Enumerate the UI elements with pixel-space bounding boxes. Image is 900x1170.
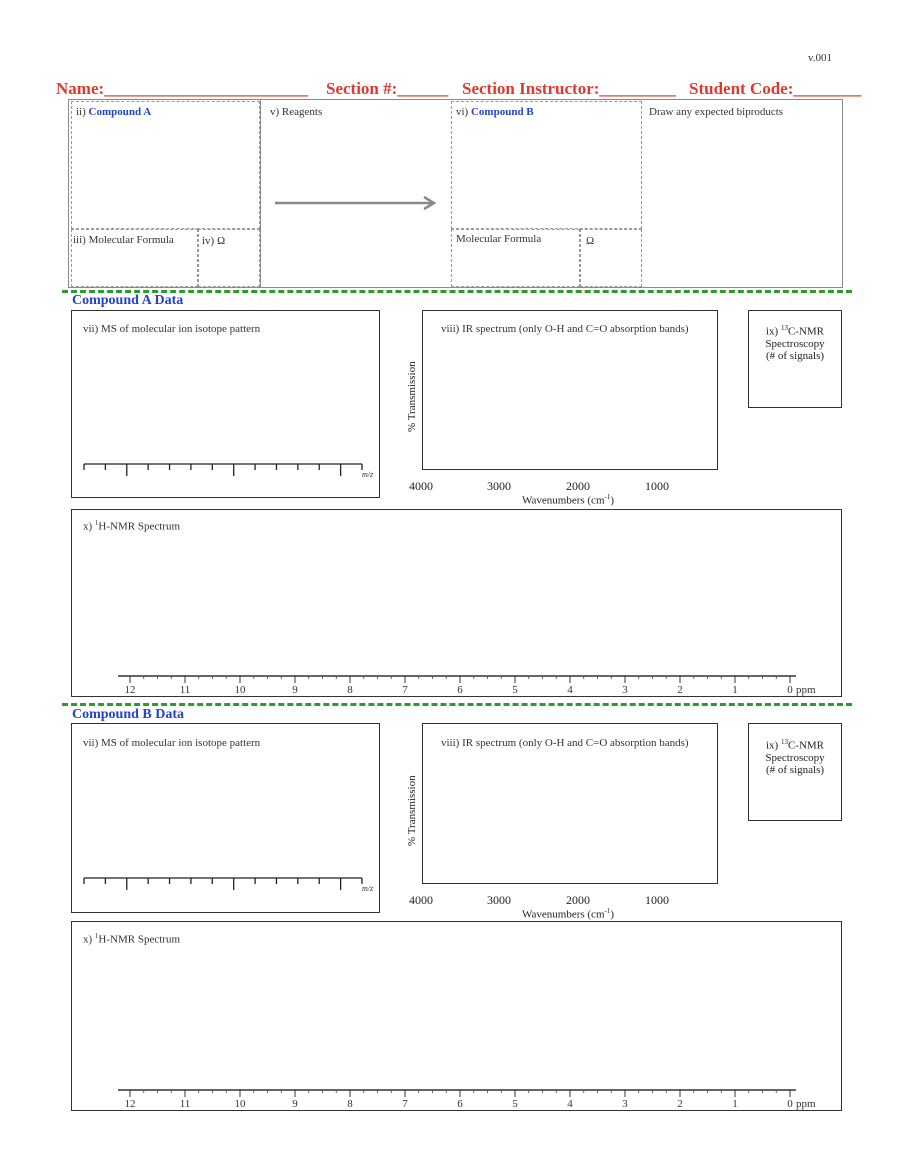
ir-a-ylabel: % Transmission bbox=[406, 361, 418, 432]
ir-b-tick-3000: 3000 bbox=[487, 893, 511, 907]
ir-b-tick-4000: 4000 bbox=[409, 893, 433, 907]
nmr-tick-label: 0 bbox=[787, 684, 793, 696]
nmr-tick-label: 6 bbox=[457, 1098, 463, 1110]
nmr-tick-label: 11 bbox=[179, 1098, 191, 1110]
nmr-tick-label: 4 bbox=[567, 1098, 573, 1110]
nmr-tick-label: 3 bbox=[622, 1098, 628, 1110]
ir-a-tick-1000: 1000 bbox=[645, 479, 669, 493]
nmr-tick-label: 9 bbox=[292, 684, 298, 696]
version-label: v.001 bbox=[808, 52, 833, 64]
omega-a-label: iv) Ω bbox=[202, 235, 226, 247]
nmr-tick-label: 8 bbox=[347, 1098, 353, 1110]
nmr-tick-label: 2 bbox=[677, 1098, 683, 1110]
ir-a-tick-4000: 4000 bbox=[409, 479, 433, 493]
nmr-tick-label: 11 bbox=[179, 684, 191, 696]
section-field[interactable]: Section #:______ bbox=[326, 79, 449, 98]
ms-a-axis-label: m/z bbox=[362, 470, 374, 479]
reagents-divider-left bbox=[260, 100, 261, 287]
nmr-tick-label: 10 bbox=[234, 1098, 246, 1110]
h1nmr-b-axis bbox=[118, 1088, 838, 1112]
nmr-tick-label: 4 bbox=[567, 684, 573, 696]
c13-a-label: ix) $^{13}$C-NMR Spectroscopy (# of signals) bbox=[765, 324, 825, 362]
nmr-tick-label: 6 bbox=[457, 684, 463, 696]
ir-b-tick-1000: 1000 bbox=[645, 893, 669, 907]
compound-a-label: ii) Compound A bbox=[76, 106, 152, 118]
section-b-divider bbox=[62, 703, 852, 706]
biproducts-label: Draw any expected biproducts bbox=[649, 106, 784, 118]
ir-a-xlabel: Wavenumbers $(cm^{-1})$ bbox=[522, 493, 615, 507]
ms-a-label: vii) MS of molecular ion isotope pattern bbox=[83, 323, 261, 335]
compound-b-draw-area[interactable] bbox=[451, 101, 642, 229]
c13-b-label: ix) $^{13}$C-NMR Spectroscopy (# of signals) bbox=[765, 738, 825, 776]
h1nmr-a-box[interactable] bbox=[71, 509, 842, 697]
h1nmr-b-label: x) $^1$H-NMR Spectrum bbox=[83, 932, 180, 946]
section-a-title: Compound A Data bbox=[72, 293, 184, 308]
nmr-unit-label: ppm bbox=[796, 684, 816, 696]
section-b-title: Compound B Data bbox=[72, 707, 185, 722]
nmr-tick-label: 0 bbox=[787, 1098, 793, 1110]
nmr-tick-label: 10 bbox=[234, 684, 246, 696]
nmr-tick-label: 7 bbox=[402, 684, 408, 696]
student-code-field[interactable]: Student Code:________ bbox=[689, 79, 862, 98]
compound-a-draw-area[interactable] bbox=[71, 101, 260, 229]
h1nmr-a-axis bbox=[118, 674, 838, 698]
compound-b-label: vi) Compound B bbox=[456, 106, 534, 118]
mol-formula-b-label: Molecular Formula bbox=[456, 233, 542, 245]
name-field[interactable]: Name:________________________ bbox=[56, 79, 309, 98]
ir-b-ylabel: % Transmission bbox=[406, 775, 418, 846]
ms-b-axis bbox=[84, 874, 374, 896]
instructor-field[interactable]: Section Instructor:_________ bbox=[462, 79, 676, 98]
ms-b-label: vii) MS of molecular ion isotope pattern bbox=[83, 737, 261, 749]
nmr-tick-label: 12 bbox=[124, 684, 136, 696]
omega-b-label: Ω bbox=[586, 235, 595, 247]
nmr-tick-label: 5 bbox=[512, 684, 518, 696]
ir-b-tick-2000: 2000 bbox=[566, 893, 590, 907]
ir-a-tick-2000: 2000 bbox=[566, 479, 590, 493]
ir-a-label: viii) IR spectrum (only O-H and C=O absorption bands) bbox=[441, 323, 689, 335]
nmr-tick-label: 5 bbox=[512, 1098, 518, 1110]
ms-b-axis-label: m/z bbox=[362, 884, 374, 893]
ir-a-tick-3000: 3000 bbox=[487, 479, 511, 493]
nmr-tick-label: 9 bbox=[292, 1098, 298, 1110]
nmr-tick-label: 7 bbox=[402, 1098, 408, 1110]
nmr-tick-label: 8 bbox=[347, 684, 353, 696]
ir-b-label: viii) IR spectrum (only O-H and C=O absorption bands) bbox=[441, 737, 689, 749]
mol-formula-a-label: iii) Molecular Formula bbox=[73, 234, 174, 246]
nmr-tick-label: 3 bbox=[622, 684, 628, 696]
reagents-label: v) Reagents bbox=[270, 106, 323, 118]
h1nmr-b-box[interactable] bbox=[71, 921, 842, 1111]
ms-a-axis bbox=[84, 460, 374, 482]
nmr-tick-label: 2 bbox=[677, 684, 683, 696]
h1nmr-a-label: x) $^1$H-NMR Spectrum bbox=[83, 519, 180, 533]
nmr-tick-label: 12 bbox=[124, 1098, 136, 1110]
nmr-tick-label: 1 bbox=[732, 684, 738, 696]
nmr-unit-label: ppm bbox=[796, 1098, 816, 1110]
nmr-tick-label: 1 bbox=[732, 1098, 738, 1110]
reaction-arrow-icon bbox=[275, 195, 440, 211]
ir-b-xlabel: Wavenumbers $(cm^{-1})$ bbox=[522, 907, 615, 921]
